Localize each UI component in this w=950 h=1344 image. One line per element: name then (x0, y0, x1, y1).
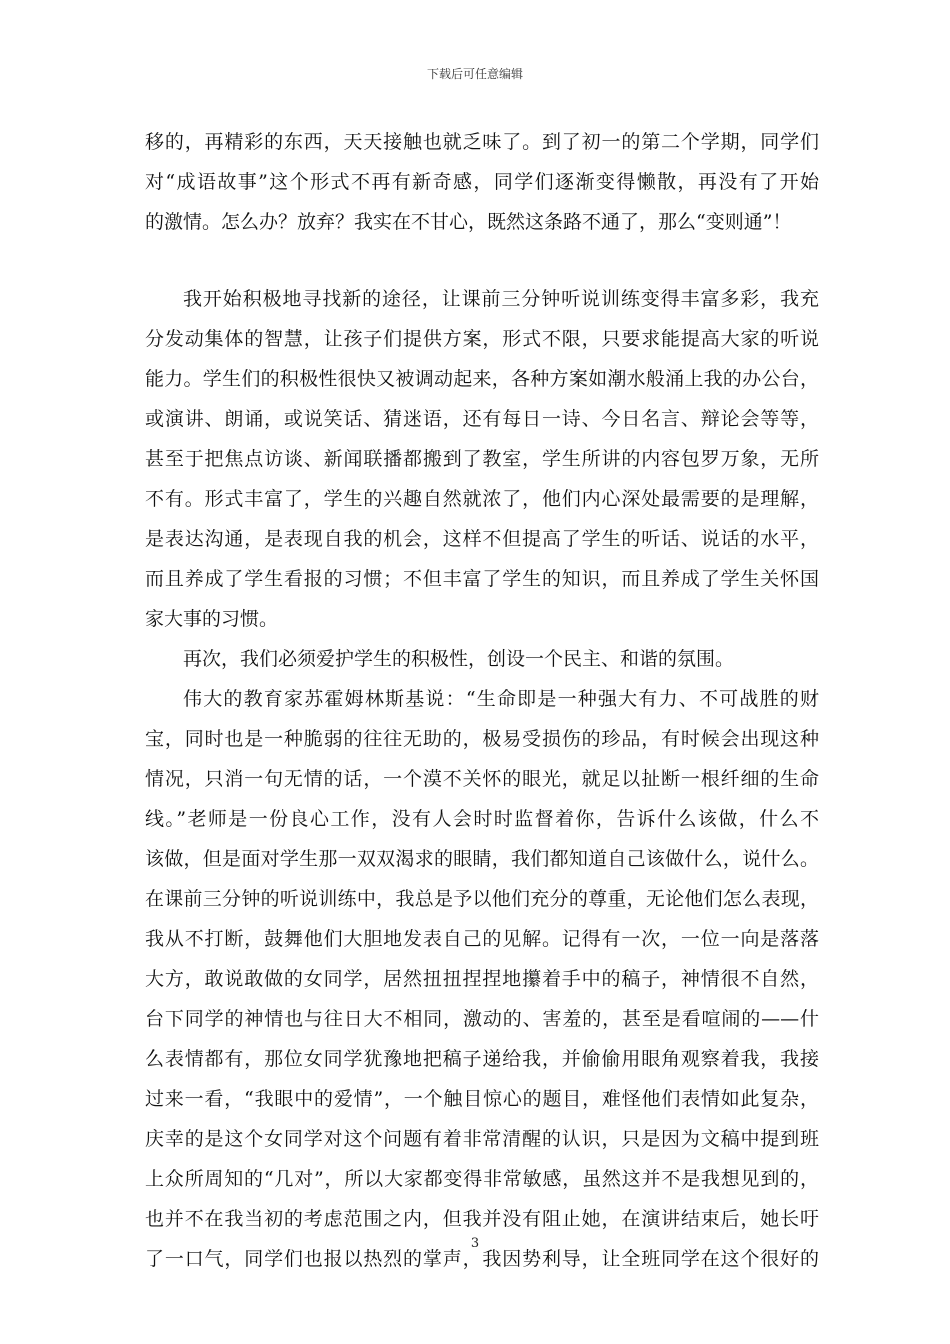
text-line: 么表情都有，那位女同学犹豫地把稿子递给我，并偷偷用眼角观察着我，我接 (145, 1048, 819, 1070)
text-line: 台下同学的神情也与往日大不相同，激动的、害羞的，甚至是看喧闹的——什 (145, 1008, 819, 1030)
text-line: 不有。形式丰富了，学生的兴趣自然就浓了，他们内心深处最需要的是理解， (145, 488, 819, 510)
text-line: 了一口气，同学们也报以热烈的掌声，我因势利导，让全班同学在这个很好的 (145, 1248, 819, 1270)
paragraph (145, 639, 819, 679)
page-header: 下载后可任意编辑 (426, 67, 523, 81)
text-line: 甚至于把焦点访谈、新闻联播都搬到了教室，学生所讲的内容包罗万象，无所 (145, 448, 819, 470)
paragraph (145, 122, 819, 242)
text-line: 大方，敢说敢做的女同学，居然扭扭捏捏地攥着手中的稿子，神情很不自然， (145, 968, 819, 990)
paragraph (145, 279, 819, 639)
text-line: 或演讲、朗诵，或说笑话、猜迷语，还有每日一诗、今日名言、辩论会等等， (145, 408, 819, 430)
text-line: 宝，同时也是一种脆弱的往往无助的，极易受损伤的珍品，有时候会出现这种 (145, 728, 819, 750)
text-line: 我从不打断，鼓舞他们大胆地发表自己的见解。记得有一次，一位一向是落落 (145, 928, 819, 950)
text-line: 也并不在我当初的考虑范围之内，但我并没有阻止她，在演讲结束后，她长吁 (145, 1208, 819, 1230)
text-line: 伟大的教育家苏霍姆林斯基说：“生命即是一种强大有力、不可战胜的财 (183, 688, 819, 710)
page-number: 3 (470, 1236, 480, 1251)
text-line: 而且养成了学生看报的习惯；不但丰富了学生的知识，而且养成了学生关怀国 (145, 568, 819, 590)
text-line: 能力。学生们的积极性很快又被调动起来，各种方案如潮水般涌上我的办公台， (145, 368, 819, 390)
text-line: 对“成语故事”这个形式不再有新奇感，同学们逐渐变得懒散，再没有了开始 (145, 171, 819, 193)
text-line: 我开始积极地寻找新的途径，让课前三分钟听说训练变得丰富多彩，我充 (183, 288, 819, 310)
text-line: 是表达沟通，是表现自我的机会，这样不但提高了学生的听话、说话的水平， (145, 528, 819, 550)
text-line: 在课前三分钟的听说训练中，我总是予以他们充分的尊重，无论他们怎么表现， (145, 888, 819, 910)
text-line: 情况，只消一句无情的话，一个漠不关怀的眼光，就足以扯断一根纤细的生命 (145, 768, 819, 790)
text-line: 线。”老师是一份良心工作，没有人会时时监督着你，告诉什么该做，什么不 (145, 808, 819, 830)
paragraph-gap (145, 242, 819, 279)
text-line: 过来一看，“我眼中的爱情”，一个触目惊心的题目，难怪他们表情如此复杂， (145, 1088, 819, 1110)
text-line: 再次，我们必须爱护学生的积极性，创设一个民主、和谐的氛围。 (183, 648, 735, 670)
text-line: 的激情。怎么办？放弃？我实在不甘心，既然这条路不通了，那么“变则通”！ (145, 211, 792, 233)
text-line: 分发动集体的智慧，让孩子们提供方案，形式不限，只要求能提高大家的听说 (145, 328, 819, 350)
text-line: 家大事的习惯。 (145, 608, 279, 630)
paragraph (145, 679, 819, 1279)
text-line: 庆幸的是这个女同学对这个问题有着非常清醒的认识，只是因为文稿中提到班 (145, 1128, 819, 1150)
document-body (145, 122, 819, 1279)
text-line: 上众所周知的“几对”，所以大家都变得非常敏感，虽然这并不是我想见到的， (145, 1168, 819, 1190)
text-line: 移的，再精彩的东西，天天接触也就乏味了。到了初一的第二个学期，同学们 (145, 131, 819, 153)
text-line: 该做，但是面对学生那一双双渴求的眼睛，我们都知道自己该做什么，说什么。 (145, 848, 819, 870)
